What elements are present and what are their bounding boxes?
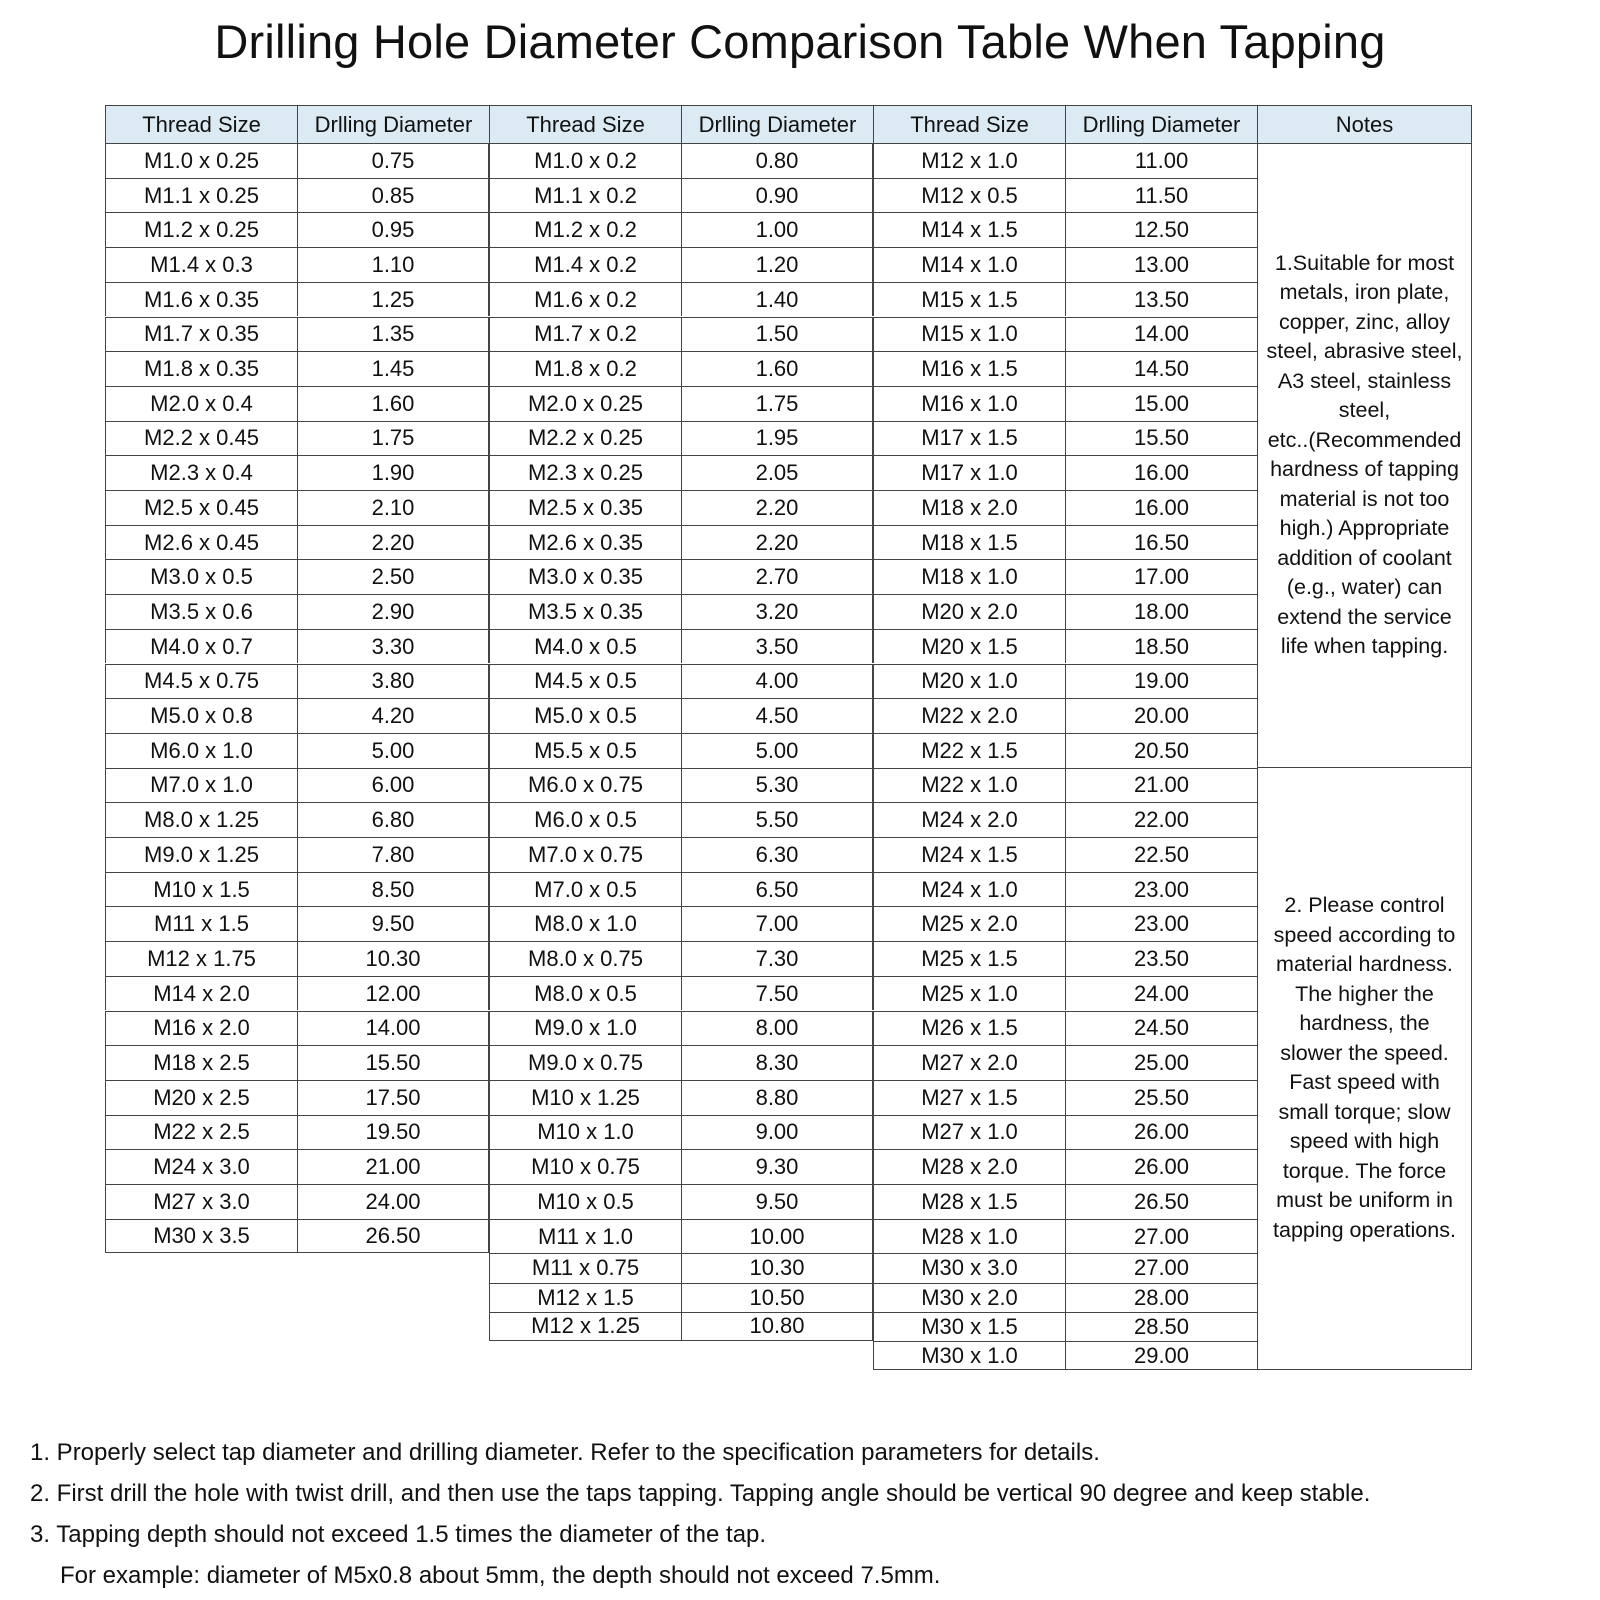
thread-size-cell: M18 x 2.0	[873, 490, 1065, 525]
thread-size-cell: M1.7 x 0.2	[489, 317, 681, 352]
note-line: slower the speed.	[1280, 1040, 1449, 1065]
drilling-diameter-cell: 1.40	[681, 282, 873, 317]
drilling-diameter-cell: 1.45	[297, 351, 489, 386]
footer-line-4: For example: diameter of M5x0.8 about 5mm, the depth should not exceed 7.5mm.	[60, 1562, 941, 1589]
drilling-diameter-cell: 9.50	[297, 906, 489, 941]
thread-size-cell: M1.6 x 0.2	[489, 282, 681, 317]
drilling-diameter-cell: 27.00	[1065, 1219, 1257, 1254]
drilling-diameter-cell: 10.50	[681, 1283, 873, 1312]
drilling-diameter-cell: 29.00	[1065, 1341, 1257, 1370]
drilling-diameter-cell: 3.30	[297, 629, 489, 664]
notes-cell-1	[1257, 143, 1472, 768]
thread-size-cell: M3.5 x 0.35	[489, 594, 681, 629]
thread-size-cell: M10 x 1.5	[105, 872, 297, 907]
thread-size-cell: M14 x 1.0	[873, 247, 1065, 282]
thread-size-cell: M1.1 x 0.25	[105, 178, 297, 213]
note-line: material is not too	[1279, 486, 1450, 511]
thread-size-cell: M2.5 x 0.45	[105, 490, 297, 525]
thread-size-cell: M2.3 x 0.25	[489, 455, 681, 490]
note-line: etc..(Recommended	[1267, 427, 1462, 452]
thread-size-cell: M28 x 1.0	[873, 1219, 1065, 1254]
thread-size-cell: M12 x 1.5	[489, 1283, 681, 1312]
drilling-diameter-cell: 15.00	[1065, 386, 1257, 421]
drilling-diameter-cell: 20.50	[1065, 733, 1257, 768]
thread-size-cell: M2.0 x 0.25	[489, 386, 681, 421]
drilling-diameter-cell: 3.80	[297, 664, 489, 699]
drilling-diameter-cell: 2.20	[681, 525, 873, 560]
thread-size-cell: M1.6 x 0.35	[105, 282, 297, 317]
drilling-diameter-cell: 22.50	[1065, 837, 1257, 872]
drilling-diameter-cell: 25.50	[1065, 1080, 1257, 1115]
drilling-diameter-cell: 9.30	[681, 1149, 873, 1184]
thread-size-cell: M24 x 2.0	[873, 802, 1065, 837]
thread-size-cell: M1.7 x 0.35	[105, 317, 297, 352]
thread-size-cell: M30 x 2.0	[873, 1283, 1065, 1312]
drilling-diameter-cell: 10.30	[681, 1253, 873, 1282]
footer-instructions	[30, 1432, 1590, 1596]
thread-size-header: Thread Size	[873, 105, 1065, 143]
thread-size-cell: M27 x 1.0	[873, 1115, 1065, 1150]
thread-size-cell: M1.0 x 0.2	[489, 143, 681, 178]
thread-size-cell: M10 x 0.5	[489, 1184, 681, 1219]
thread-size-cell: M27 x 1.5	[873, 1080, 1065, 1115]
drilling-diameter-cell: 18.00	[1065, 594, 1257, 629]
drilling-diameter-header: Drlling Diameter	[681, 105, 873, 143]
note-line: 1.Suitable for most	[1274, 250, 1455, 275]
thread-size-cell: M24 x 1.0	[873, 872, 1065, 907]
drilling-diameter-cell: 4.50	[681, 698, 873, 733]
footer-line-3: 3. Tapping depth should not exceed 1.5 times the diameter of the tap.	[30, 1521, 767, 1548]
thread-size-cell: M2.0 x 0.4	[105, 386, 297, 421]
drilling-diameter-cell: 7.50	[681, 976, 873, 1011]
thread-size-cell: M12 x 0.5	[873, 178, 1065, 213]
drilling-diameter-cell: 2.70	[681, 559, 873, 594]
note-line: must be uniform in	[1276, 1188, 1453, 1213]
thread-size-cell: M11 x 1.0	[489, 1219, 681, 1254]
thread-size-cell: M10 x 0.75	[489, 1149, 681, 1184]
thread-size-cell: M6.0 x 0.75	[489, 768, 681, 803]
thread-size-cell: M5.0 x 0.5	[489, 698, 681, 733]
thread-size-cell: M25 x 1.0	[873, 976, 1065, 1011]
drilling-diameter-cell: 13.50	[1065, 282, 1257, 317]
note-line: torque. The force	[1282, 1158, 1447, 1183]
drilling-diameter-cell: 26.50	[297, 1219, 489, 1254]
drilling-diameter-cell: 1.95	[681, 421, 873, 456]
drilling-diameter-cell: 2.10	[297, 490, 489, 525]
thread-size-cell: M4.5 x 0.5	[489, 664, 681, 699]
thread-size-cell: M3.0 x 0.5	[105, 559, 297, 594]
drilling-diameter-cell: 1.00	[681, 212, 873, 247]
note-line: speed with high	[1289, 1129, 1440, 1154]
drilling-diameter-cell: 23.50	[1065, 941, 1257, 976]
thread-size-header: Thread Size	[489, 105, 681, 143]
thread-size-cell: M22 x 2.0	[873, 698, 1065, 733]
note-line: A3 steel, stainless	[1277, 368, 1452, 393]
drilling-diameter-header: Drlling Diameter	[1065, 105, 1257, 143]
drilling-diameter-cell: 6.50	[681, 872, 873, 907]
drilling-diameter-cell: 2.05	[681, 455, 873, 490]
thread-size-cell: M20 x 2.5	[105, 1080, 297, 1115]
thread-size-cell: M20 x 2.0	[873, 594, 1065, 629]
drilling-diameter-cell: 28.50	[1065, 1312, 1257, 1341]
note-line: extend the service	[1277, 604, 1452, 629]
thread-size-cell: M18 x 1.0	[873, 559, 1065, 594]
thread-size-cell: M28 x 1.5	[873, 1184, 1065, 1219]
note-line: The higher the	[1295, 981, 1434, 1006]
drilling-diameter-cell: 24.00	[1065, 976, 1257, 1011]
drilling-diameter-cell: 1.35	[297, 317, 489, 352]
thread-size-cell: M1.1 x 0.2	[489, 178, 681, 213]
note-line: copper, zinc, alloy	[1279, 309, 1450, 334]
notes-cell-2	[1257, 768, 1472, 1371]
drilling-diameter-cell: 0.85	[297, 178, 489, 213]
drilling-diameter-cell: 10.30	[297, 941, 489, 976]
drilling-diameter-cell: 7.30	[681, 941, 873, 976]
note-line: addition of coolant	[1277, 545, 1452, 570]
drilling-diameter-cell: 6.00	[297, 768, 489, 803]
drilling-diameter-cell: 1.20	[681, 247, 873, 282]
drilling-diameter-cell: 25.00	[1065, 1045, 1257, 1080]
note-line: speed according to	[1273, 922, 1456, 947]
thread-size-cell: M20 x 1.0	[873, 664, 1065, 699]
note-line: hardness, the	[1299, 1011, 1430, 1036]
drilling-diameter-cell: 13.00	[1065, 247, 1257, 282]
thread-size-cell: M30 x 3.0	[873, 1253, 1065, 1282]
thread-size-cell: M8.0 x 1.25	[105, 802, 297, 837]
thread-size-cell: M9.0 x 1.0	[489, 1011, 681, 1046]
thread-size-cell: M26 x 1.5	[873, 1011, 1065, 1046]
drilling-diameter-cell: 1.60	[681, 351, 873, 386]
drilling-diameter-cell: 0.75	[297, 143, 489, 178]
drilling-diameter-cell: 4.00	[681, 664, 873, 699]
drilling-diameter-cell: 8.30	[681, 1045, 873, 1080]
note-line: small torque; slow	[1278, 1099, 1451, 1124]
drilling-diameter-cell: 1.90	[297, 455, 489, 490]
drilling-diameter-cell: 6.30	[681, 837, 873, 872]
drilling-diameter-cell: 5.00	[297, 733, 489, 768]
drilling-diameter-cell: 14.50	[1065, 351, 1257, 386]
drilling-diameter-cell: 20.00	[1065, 698, 1257, 733]
thread-size-cell: M17 x 1.5	[873, 421, 1065, 456]
thread-size-cell: M24 x 1.5	[873, 837, 1065, 872]
drilling-diameter-cell: 7.80	[297, 837, 489, 872]
note-line: Fast speed with	[1289, 1070, 1440, 1095]
thread-size-cell: M3.5 x 0.6	[105, 594, 297, 629]
thread-size-cell: M9.0 x 1.25	[105, 837, 297, 872]
drilling-diameter-cell: 2.20	[681, 490, 873, 525]
thread-size-cell: M18 x 2.5	[105, 1045, 297, 1080]
thread-size-header: Thread Size	[105, 105, 297, 143]
drilling-diameter-cell: 1.10	[297, 247, 489, 282]
thread-size-cell: M4.5 x 0.75	[105, 664, 297, 699]
thread-size-cell: M22 x 1.0	[873, 768, 1065, 803]
thread-size-cell: M9.0 x 0.75	[489, 1045, 681, 1080]
drilling-diameter-cell: 1.25	[297, 282, 489, 317]
thread-size-cell: M22 x 2.5	[105, 1115, 297, 1150]
note-line: (e.g., water) can	[1286, 575, 1443, 600]
drilling-diameter-cell: 10.00	[681, 1219, 873, 1254]
drilling-diameter-cell: 23.00	[1065, 906, 1257, 941]
thread-size-cell: M1.2 x 0.2	[489, 212, 681, 247]
drilling-diameter-cell: 19.50	[297, 1115, 489, 1150]
drilling-diameter-cell: 21.00	[1065, 768, 1257, 803]
drilling-diameter-cell: 1.75	[681, 386, 873, 421]
page-title: Drilling Hole Diameter Comparison Table When Tapping	[214, 15, 1386, 68]
thread-size-cell: M1.0 x 0.25	[105, 143, 297, 178]
drilling-diameter-cell: 24.00	[297, 1184, 489, 1219]
note-line: steel,	[1338, 398, 1391, 423]
note-line: 2. Please control	[1284, 893, 1445, 918]
thread-size-cell: M12 x 1.0	[873, 143, 1065, 178]
thread-size-cell: M28 x 2.0	[873, 1149, 1065, 1184]
thread-size-cell: M10 x 1.25	[489, 1080, 681, 1115]
thread-size-cell: M17 x 1.0	[873, 455, 1065, 490]
notes-header: Notes	[1257, 105, 1472, 143]
thread-size-cell: M11 x 0.75	[489, 1253, 681, 1282]
drilling-diameter-cell: 15.50	[1065, 421, 1257, 456]
drilling-diameter-cell: 26.50	[1065, 1184, 1257, 1219]
drilling-diameter-cell: 9.50	[681, 1184, 873, 1219]
thread-size-cell: M2.2 x 0.25	[489, 421, 681, 456]
drilling-diameter-cell: 4.20	[297, 698, 489, 733]
drilling-diameter-cell: 17.50	[297, 1080, 489, 1115]
drilling-diameter-cell: 0.95	[297, 212, 489, 247]
drilling-diameter-cell: 9.00	[681, 1115, 873, 1150]
thread-size-cell: M27 x 2.0	[873, 1045, 1065, 1080]
thread-size-cell: M10 x 1.0	[489, 1115, 681, 1150]
thread-size-cell: M20 x 1.5	[873, 629, 1065, 664]
drilling-diameter-cell: 1.75	[297, 421, 489, 456]
drilling-diameter-cell: 3.20	[681, 594, 873, 629]
thread-size-cell: M11 x 1.5	[105, 906, 297, 941]
thread-size-cell: M25 x 1.5	[873, 941, 1065, 976]
note-line: tapping operations.	[1273, 1217, 1456, 1242]
drilling-diameter-cell: 0.90	[681, 178, 873, 213]
drilling-diameter-cell: 16.00	[1065, 490, 1257, 525]
thread-size-cell: M4.0 x 0.5	[489, 629, 681, 664]
drilling-diameter-cell: 26.00	[1065, 1115, 1257, 1150]
drilling-diameter-cell: 11.50	[1065, 178, 1257, 213]
drilling-diameter-cell: 22.00	[1065, 802, 1257, 837]
thread-size-cell: M1.4 x 0.3	[105, 247, 297, 282]
thread-size-cell: M30 x 3.5	[105, 1219, 297, 1254]
thread-size-cell: M15 x 1.0	[873, 317, 1065, 352]
thread-size-cell: M12 x 1.25	[489, 1312, 681, 1341]
thread-size-cell: M18 x 1.5	[873, 525, 1065, 560]
thread-size-cell: M14 x 1.5	[873, 212, 1065, 247]
thread-size-cell: M2.3 x 0.4	[105, 455, 297, 490]
thread-size-cell: M3.0 x 0.35	[489, 559, 681, 594]
note-line: hardness of tapping	[1270, 457, 1459, 482]
note-line: life when tapping.	[1280, 634, 1449, 659]
drilling-diameter-cell: 16.00	[1065, 455, 1257, 490]
thread-size-cell: M16 x 1.5	[873, 351, 1065, 386]
drilling-diameter-cell: 18.50	[1065, 629, 1257, 664]
thread-size-cell: M24 x 3.0	[105, 1149, 297, 1184]
thread-size-cell: M1.8 x 0.2	[489, 351, 681, 386]
thread-size-cell: M16 x 1.0	[873, 386, 1065, 421]
drilling-diameter-cell: 11.00	[1065, 143, 1257, 178]
drilling-diameter-cell: 3.50	[681, 629, 873, 664]
footer-line-1: 1. Properly select tap diameter and drilling diameter. Refer to the specification parameters for details.	[30, 1439, 1100, 1466]
note-line: high.) Appropriate	[1279, 516, 1450, 541]
thread-size-cell: M8.0 x 1.0	[489, 906, 681, 941]
drilling-diameter-cell: 0.80	[681, 143, 873, 178]
drilling-diameter-cell: 2.20	[297, 525, 489, 560]
drilling-diameter-header: Drlling Diameter	[297, 105, 489, 143]
drilling-diameter-cell: 14.00	[297, 1011, 489, 1046]
thread-size-cell: M4.0 x 0.7	[105, 629, 297, 664]
drilling-diameter-cell: 28.00	[1065, 1283, 1257, 1312]
thread-size-cell: M5.0 x 0.8	[105, 698, 297, 733]
thread-size-cell: M27 x 3.0	[105, 1184, 297, 1219]
drilling-diameter-cell: 1.60	[297, 386, 489, 421]
drilling-diameter-cell: 2.90	[297, 594, 489, 629]
drilling-diameter-cell: 27.00	[1065, 1253, 1257, 1282]
thread-size-cell: M30 x 1.0	[873, 1341, 1065, 1370]
thread-size-cell: M7.0 x 0.75	[489, 837, 681, 872]
thread-size-cell: M1.4 x 0.2	[489, 247, 681, 282]
footer-line-2: 2. First drill the hole with twist drill, and then use the taps tapping. Tapping angle should be vertical 90 degree and keep stable.	[30, 1480, 1371, 1507]
thread-size-cell: M1.2 x 0.25	[105, 212, 297, 247]
thread-size-cell: M16 x 2.0	[105, 1011, 297, 1046]
drilling-diameter-cell: 21.00	[297, 1149, 489, 1184]
drilling-diameter-cell: 26.00	[1065, 1149, 1257, 1184]
drilling-diameter-cell: 5.30	[681, 768, 873, 803]
thread-size-cell: M30 x 1.5	[873, 1312, 1065, 1341]
note-line: steel, abrasive steel,	[1266, 339, 1463, 364]
thread-size-cell: M5.5 x 0.5	[489, 733, 681, 768]
thread-size-cell: M15 x 1.5	[873, 282, 1065, 317]
drilling-diameter-cell: 16.50	[1065, 525, 1257, 560]
thread-size-cell: M1.8 x 0.35	[105, 351, 297, 386]
drilling-diameter-cell: 23.00	[1065, 872, 1257, 907]
drilling-diameter-cell: 7.00	[681, 906, 873, 941]
drilling-diameter-table	[105, 105, 1512, 1405]
drilling-diameter-cell: 19.00	[1065, 664, 1257, 699]
drilling-diameter-cell: 6.80	[297, 802, 489, 837]
thread-size-cell: M2.6 x 0.45	[105, 525, 297, 560]
thread-size-cell: M6.0 x 0.5	[489, 802, 681, 837]
thread-size-cell: M22 x 1.5	[873, 733, 1065, 768]
thread-size-cell: M8.0 x 0.75	[489, 941, 681, 976]
drilling-diameter-cell: 2.50	[297, 559, 489, 594]
drilling-diameter-cell: 8.80	[681, 1080, 873, 1115]
drilling-diameter-cell: 12.00	[297, 976, 489, 1011]
thread-size-cell: M12 x 1.75	[105, 941, 297, 976]
thread-size-cell: M2.2 x 0.45	[105, 421, 297, 456]
drilling-diameter-cell: 1.50	[681, 317, 873, 352]
drilling-diameter-cell: 8.00	[681, 1011, 873, 1046]
drilling-diameter-cell: 5.00	[681, 733, 873, 768]
thread-size-cell: M14 x 2.0	[105, 976, 297, 1011]
drilling-diameter-cell: 5.50	[681, 802, 873, 837]
drilling-diameter-cell: 17.00	[1065, 559, 1257, 594]
thread-size-cell: M2.6 x 0.35	[489, 525, 681, 560]
thread-size-cell: M25 x 2.0	[873, 906, 1065, 941]
thread-size-cell: M6.0 x 1.0	[105, 733, 297, 768]
drilling-diameter-cell: 12.50	[1065, 212, 1257, 247]
thread-size-cell: M7.0 x 1.0	[105, 768, 297, 803]
note-line: material hardness.	[1276, 952, 1453, 977]
drilling-diameter-cell: 10.80	[681, 1312, 873, 1341]
thread-size-cell: M2.5 x 0.35	[489, 490, 681, 525]
drilling-diameter-cell: 8.50	[297, 872, 489, 907]
drilling-diameter-cell: 24.50	[1065, 1011, 1257, 1046]
thread-size-cell: M7.0 x 0.5	[489, 872, 681, 907]
thread-size-cell: M8.0 x 0.5	[489, 976, 681, 1011]
drilling-diameter-cell: 15.50	[297, 1045, 489, 1080]
drilling-diameter-cell: 14.00	[1065, 317, 1257, 352]
note-line: metals, iron plate,	[1279, 280, 1450, 305]
